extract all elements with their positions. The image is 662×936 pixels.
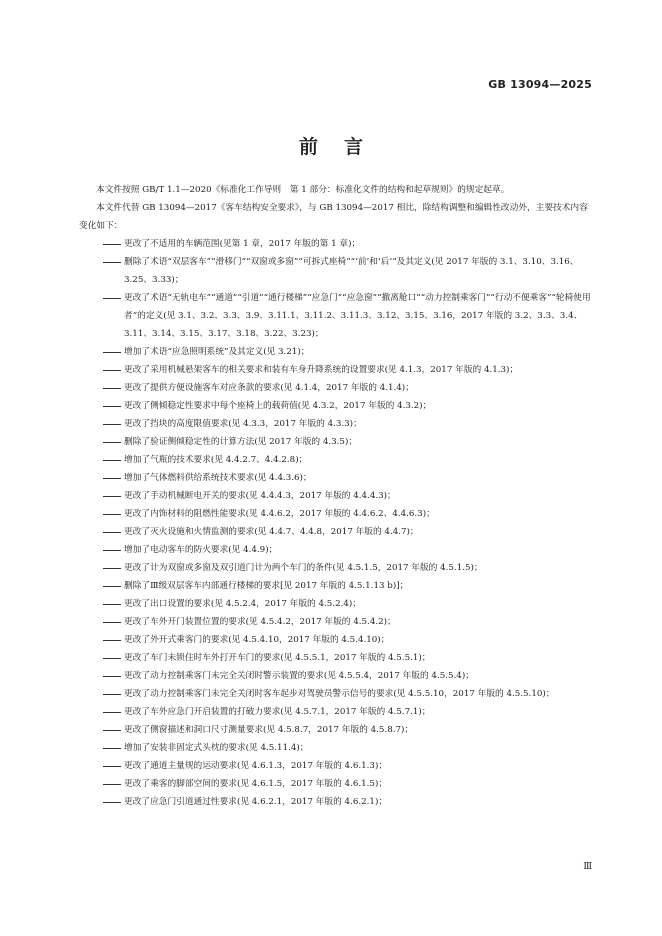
change-item [79, 289, 593, 343]
change-item-text: 更改了出口设置的要求(见 4.5.2.4，2017 年版的 4.5.2.4)； [124, 599, 361, 609]
intro-paragraph: 本文件代替 GB 13094—2017《客车结构安全要求》，与 GB 13094—2017 相比，除结构调整和编辑性改动外，主要技术内容变化如下： [79, 203, 588, 231]
change-item [79, 577, 593, 595]
change-item-text: 更改了通道主量规的运动要求(见 4.6.1.3，2017 年版的 4.6.1.3)； [124, 761, 388, 771]
foreword-body [79, 181, 593, 811]
change-item-text: 更改了车门未锁住时车外打开车门的要求(见 4.5.5.1，2017 年版的 4.5.5.1)； [124, 653, 431, 663]
change-item [79, 667, 593, 685]
change-item-text: 增加了术语“应急照明系统”及其定义(见 3.21)； [124, 347, 310, 357]
change-item [79, 703, 593, 721]
change-item [79, 757, 593, 775]
change-item-text: 更改了应急门引道通过性要求(见 4.6.2.1，2017 年版的 4.6.2.1)； [124, 797, 388, 807]
change-item-text: 更改了动力控制乘客门未完全关闭时警示装置的要求(见 4.5.5.4，2017 年版的 4.5.5.4)； [124, 671, 474, 681]
change-list [79, 235, 593, 811]
change-item-text: 增加了气体燃料供给系统技术要求(见 4.4.3.6)； [124, 473, 312, 483]
change-item [79, 649, 593, 667]
change-item [79, 235, 593, 253]
change-item [79, 505, 593, 523]
change-item-text: 增加了电动客车的防火要求(见 4.4.9)； [124, 545, 278, 555]
change-item-text: 增加了气瓶的技术要求(见 4.4.2.7、4.4.2.8)； [124, 455, 308, 465]
change-item-text: 更改了手动机械断电开关的要求(见 4.4.4.3，2017 年版的 4.4.4.3)； [124, 491, 396, 501]
change-item-text: 删除了Ⅲ级双层客车内部通行楼梯的要求[见 2017 年版的 4.5.1.13 b)]； [124, 581, 409, 591]
change-item [79, 559, 593, 577]
change-item [79, 361, 593, 379]
change-item-text: 更改了灭火设施和火情监测的要求(见 4.4.7、4.4.8，2017 年版的 4.4.7)； [124, 527, 419, 537]
change-item [79, 379, 593, 397]
change-item-text: 更改了计为双窗或多窗及双引道门计为两个车门的条件(见 4.5.1.5，2017 年版的 4.5.1.5)； [124, 563, 483, 573]
standard-code: GB 13094—2025 [488, 78, 592, 91]
change-item [79, 451, 593, 469]
change-item [79, 541, 593, 559]
change-item [79, 685, 593, 703]
change-item-text: 更改了不适用的车辆范围(见第 1 章，2017 年版的第 1 章)； [124, 239, 361, 249]
change-item-text: 更改了采用机械悬架客车的相关要求和装有车身升降系统的设置要求(见 4.1.3，2017 年版的 4.1.3)； [124, 365, 519, 375]
change-item-text: 更改了乘客的脚部空间的要求(见 4.6.1.5，2017 年版的 4.6.1.5)； [124, 779, 388, 789]
change-item-text: 更改了内饰材料的阻燃性能要求(见 4.4.6.2，2017 年版的 4.4.6.2、4.4.6.3)； [124, 509, 435, 519]
change-item-text: 增加了安装非固定式头枕的要求(见 4.5.11.4)； [124, 743, 309, 753]
change-item [79, 433, 593, 451]
change-item [79, 523, 593, 541]
change-item-text: 更改了车外应急门开启装置的打破力要求(见 4.5.7.1，2017 年版的 4.5.7.1)； [124, 707, 431, 717]
change-item [79, 793, 593, 811]
change-item [79, 631, 593, 649]
change-item-text: 更改了侧倾稳定性要求中每个座椅上的载荷值(见 4.3.2，2017 年版的 4.3.2)； [124, 401, 432, 411]
change-item [79, 775, 593, 793]
page-title: 前言 [298, 136, 389, 158]
change-item-text: 更改了外开式乘客门的要求(见 4.5.4.10，2017 年版的 4.5.4.10)； [124, 635, 390, 645]
change-item-text: 更改了车外开门装置位置的要求(见 4.5.4.2，2017 年版的 4.5.4.2)； [124, 617, 396, 627]
change-item [79, 343, 593, 361]
change-item-text: 更改了动力控制乘客门未完全关闭时客车起步对驾驶员警示信号的要求(见 4.5.5.10，2017 年版的 4.5.5.10)； [124, 689, 555, 699]
change-item-text: 更改了挡块的高度限值要求(见 4.3.3，2017 年版的 4.3.3)； [124, 419, 362, 429]
change-item [79, 397, 593, 415]
change-item [79, 739, 593, 757]
change-item [79, 469, 593, 487]
change-item [79, 487, 593, 505]
change-item-text: 更改了提供方便设施客车对应条款的要求(见 4.1.4，2017 年版的 4.1.4)； [124, 383, 414, 393]
change-item-text: 更改了术语“无轨电车”“通道”“引道”“通行楼梯”“应急门”“应急窗”“撤离舱口”“动力控制乘客门”“行动不便乘客”“轮椅使用者”的定义(见 3.1、3.2、3.3、3.9、3.11.1、3.11.2、3.11.3、3.12、3.15、3.16，2017 年版的 3.2、3.3、3.4、3.11、3.14、3.15、3.17、3.18、3.22、3.23)； [124, 293, 591, 339]
change-item [79, 721, 593, 739]
change-item [79, 415, 593, 433]
intro-paragraph: 本文件按照 GB/T 1.1—2020《标准化工作导则 第 1 部分：标准化文件的结构和起草规则》的规定起草。 [96, 185, 510, 195]
change-item [79, 613, 593, 631]
change-item-text: 删除了术语“双层客车”“滑移门”“双窗或多窗”“可拆式座椅”“‘前’和‘后’”及其定义(见 2017 年版的 3.1、3.10、3.16、3.25、3.33)； [124, 257, 579, 285]
change-item [79, 253, 593, 289]
page-number: Ⅲ [583, 862, 592, 872]
change-item-text: 删除了验证侧倾稳定性的计算方法(见 2017 年版的 4.3.5)； [124, 437, 358, 447]
change-item [79, 595, 593, 613]
change-item-text: 更改了侧窗描述和洞口尺寸测量要求(见 4.5.8.7，2017 年版的 4.5.8.7)； [124, 725, 414, 735]
